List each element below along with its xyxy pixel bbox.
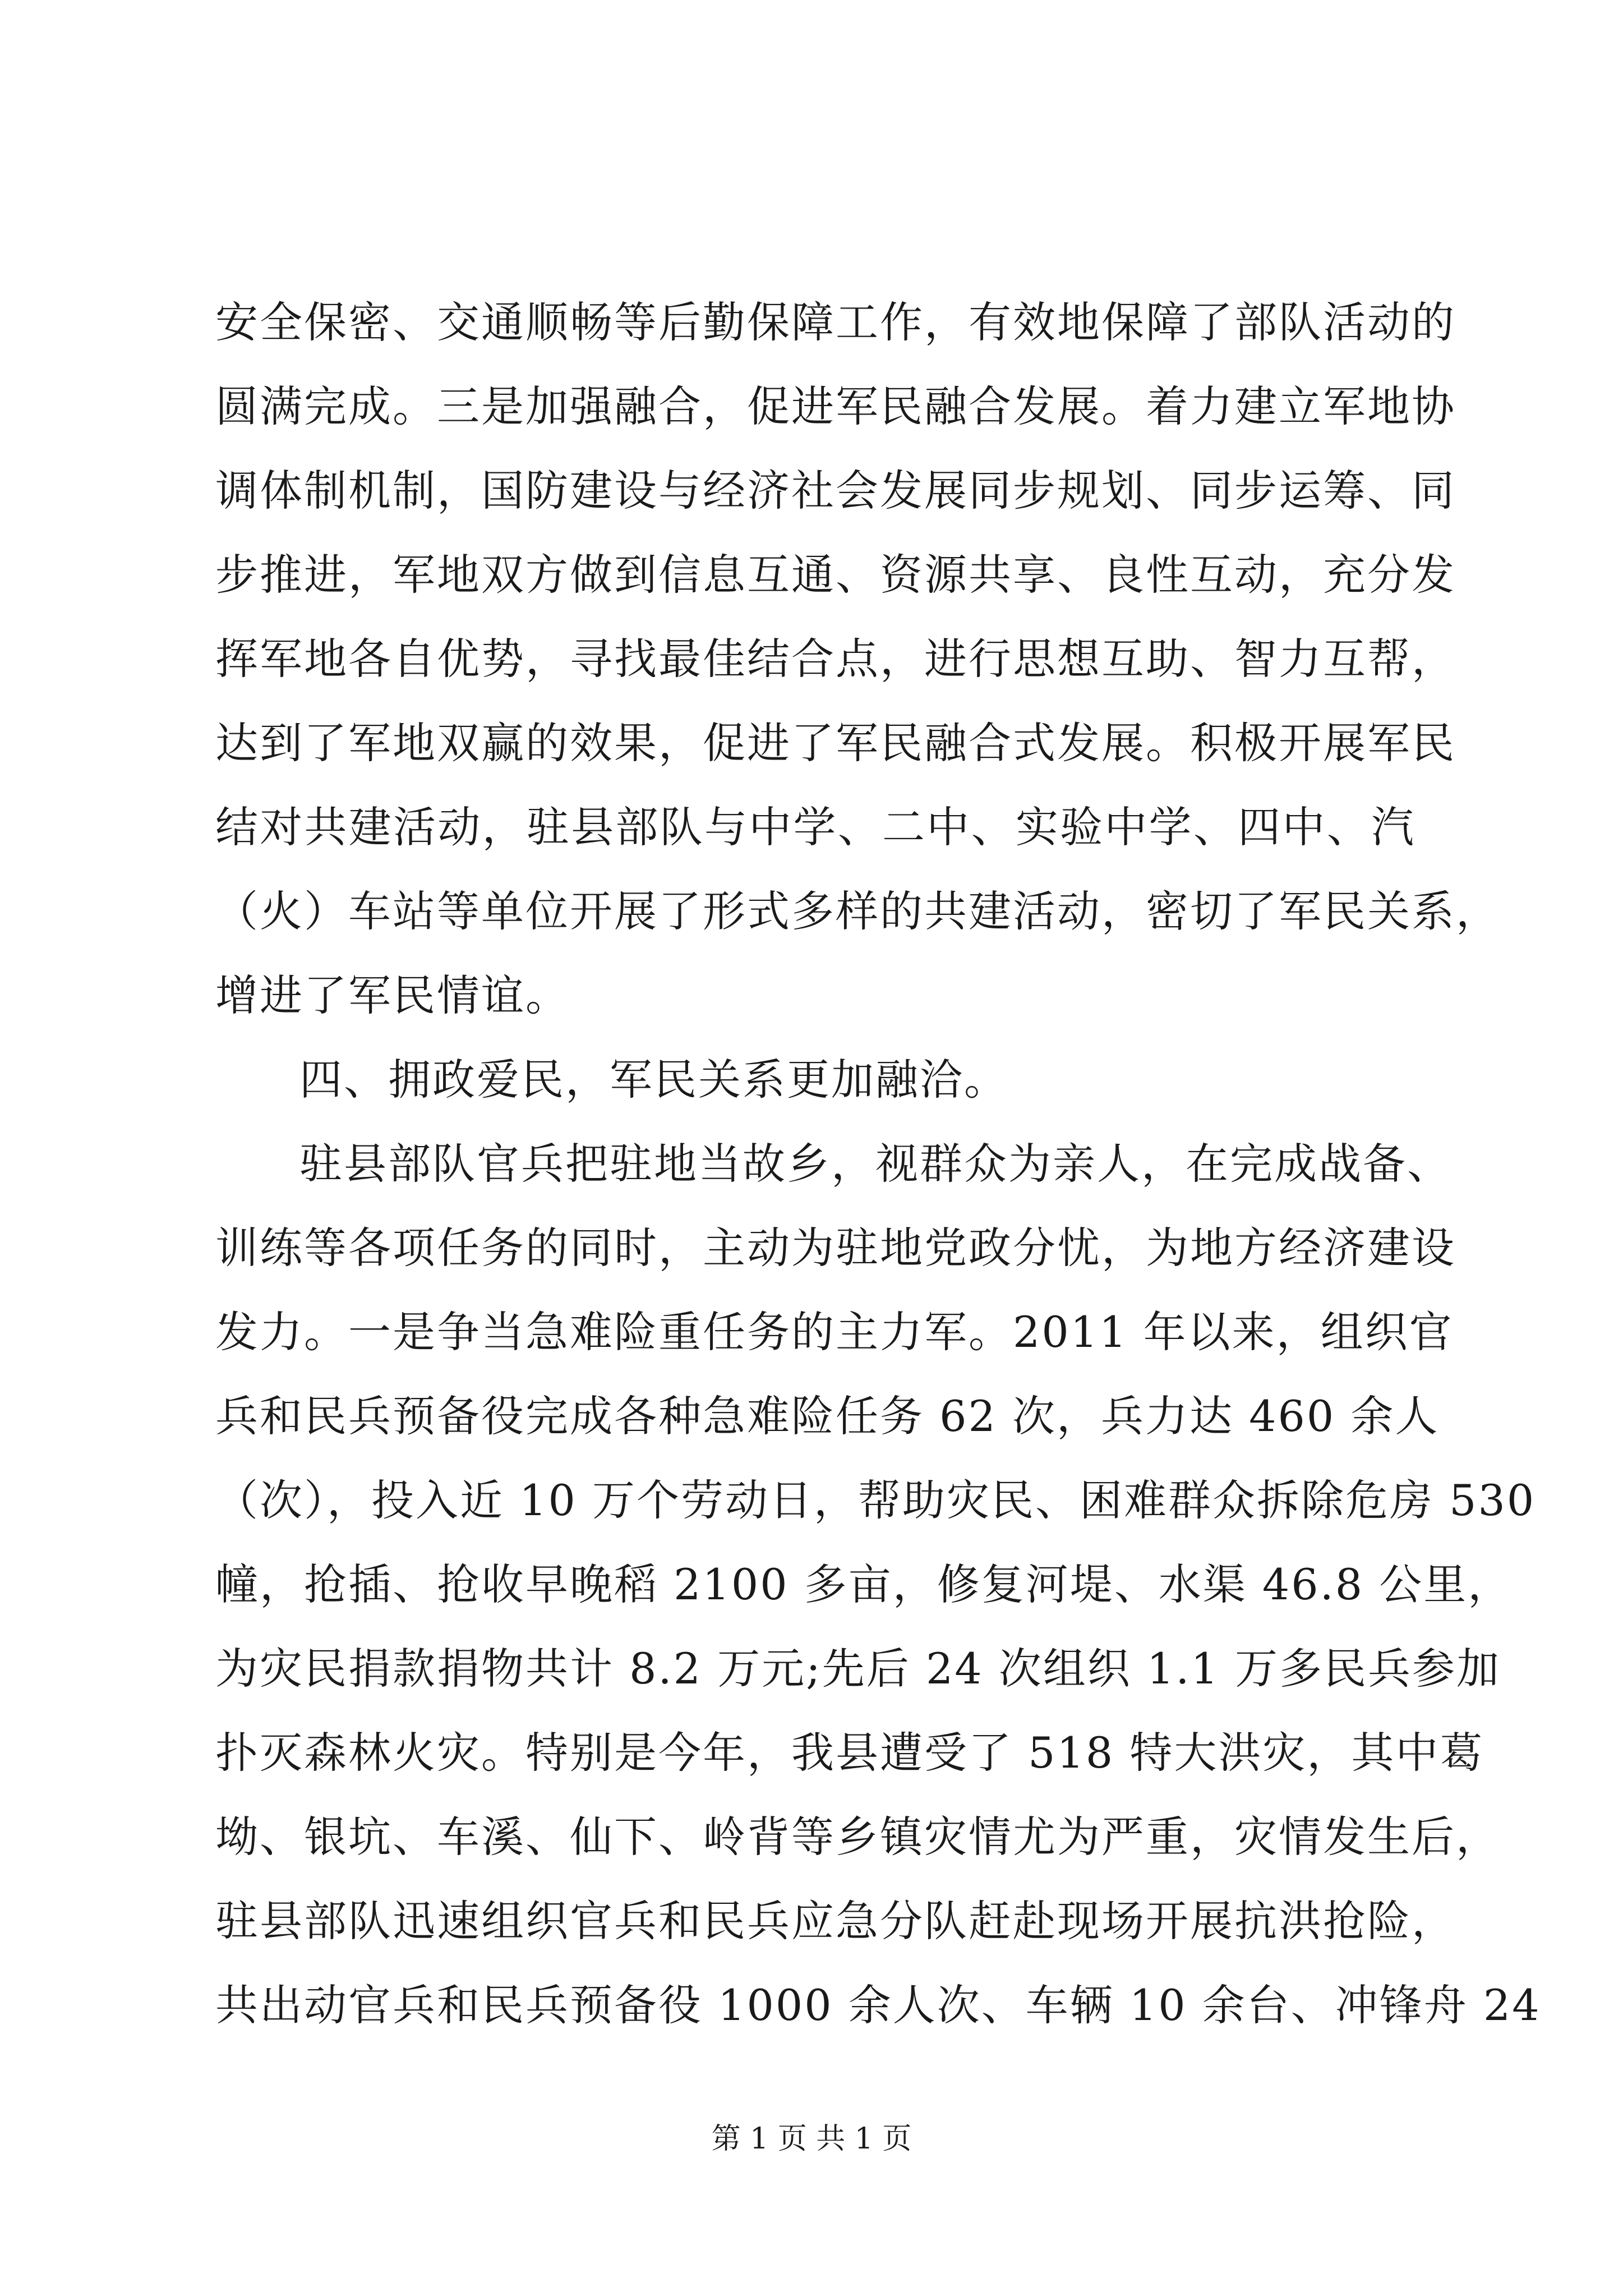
text-line: （火）车站等单位开展了形式多样的共建活动，密切了军民关系， — [215, 886, 1500, 936]
text-line: 挥军地各自优势，寻找最佳结合点，进行思想互助、智力互帮， — [215, 634, 1456, 684]
text-line: 步推进，军地双方做到信息互通、资源共享、良性互动，充分发 — [215, 550, 1456, 600]
text-line: 发力。一是争当急难险重任务的主力军。2011 年以来，组织官 — [215, 1307, 1454, 1357]
text-line: 兵和民兵预备役完成各种急难险任务 62 次，兵力达 460 余人 — [215, 1391, 1440, 1441]
text-line: 增进了军民情谊。 — [215, 970, 570, 1020]
text-line: 圆满完成。三是加强融合，促进军民融合发展。着力建立军地协 — [215, 381, 1456, 431]
section-heading: 四、拥政爱民，军民关系更加融洽。 — [299, 1055, 1008, 1105]
text-line: 达到了军地双赢的效果，促进了军民融合式发展。积极开展军民 — [215, 718, 1456, 768]
text-line: 驻县部队迅速组织官兵和民兵应急分队赶赴现场开展抗洪抢险， — [215, 1896, 1456, 1946]
text-line: （次），投入近 10 万个劳动日，帮助灾民、困难群众拆除危房 530 — [215, 1475, 1536, 1525]
text-line: 调体制机制，国防建设与经济社会发展同步规划、同步运筹、同 — [215, 466, 1456, 516]
text-line: 训练等各项任务的同时，主动为驻地党政分忧，为地方经济建设 — [215, 1223, 1456, 1273]
document-body — [215, 280, 1541, 2047]
text-line: 结对共建活动，驻县部队与中学、二中、实验中学、四中、汽 — [215, 802, 1415, 852]
text-line: 共出动官兵和民兵预备役 1000 余人次、车辆 10 余台、冲锋舟 24 — [215, 1980, 1541, 2030]
text-line: 驻县部队官兵把驻地当故乡，视群众为亲人，在完成战备、 — [299, 1139, 1451, 1189]
page-number-footer: 第 1 页 共 1 页 — [711, 2122, 912, 2156]
paragraph-support-government-love-people — [215, 1122, 1541, 2047]
text-line: 坳、银坑、车溪、仙下、岭背等乡镇灾情尤为严重，灾情发生后， — [215, 1812, 1500, 1862]
text-line: 扑灭森林火灾。特别是今年，我县遭受了 518 特大洪灾，其中葛 — [215, 1728, 1484, 1778]
text-line: 安全保密、交通顺畅等后勤保障工作，有效地保障了部队活动的 — [215, 297, 1456, 347]
text-line: 为灾民捐款捐物共计 8.2 万元;先后 24 次组织 1.1 万多民兵参加 — [215, 1644, 1501, 1694]
paragraph-logistics-and-integration — [215, 280, 1500, 1038]
text-line: 幢，抢插、抢收早晚稻 2100 多亩，修复河堤、水渠 46.8 公里， — [215, 1559, 1513, 1609]
